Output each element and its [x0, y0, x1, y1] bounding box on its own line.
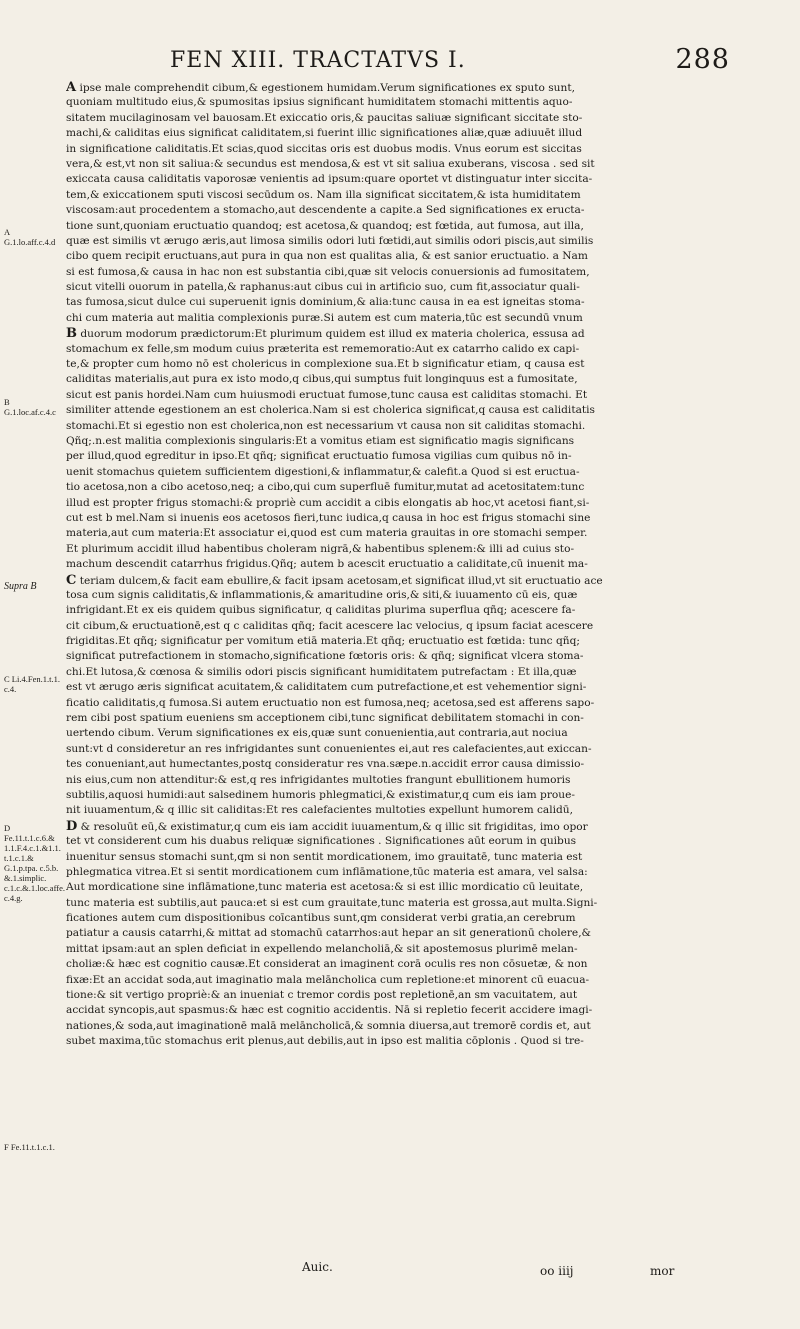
- line-text: nis eius,cum non attenditur:& est,q res infrigidantes multoties frangunt ebullitionem humoris: [66, 773, 571, 786]
- line-text: tosa cum signis caliditatis,& inflammationis,& amaritudine oris,& siti,& iuuamento cū eis, quæ: [66, 588, 578, 601]
- text-line: [66, 480, 722, 495]
- line-text: ficatio caliditatis,q fumosa.Si autem eructuatio non est fumosa,neq; acetosa,sed est afferens sapo-: [66, 696, 595, 709]
- line-text: infrigidant.Et ex eis quidem quibus significatur, q caliditas plurima superflua qñq; acescere fa-: [66, 604, 576, 617]
- text-line: [66, 372, 722, 387]
- text-line: [66, 449, 722, 464]
- text-line: [66, 95, 722, 110]
- line-text: tione sunt,quoniam eructuatio quandoq; est acetosa,& quandoq; est fœtida, aut fumosa, aut illa,: [66, 219, 584, 232]
- line-text: tas fumosa,sicut dulce cui superuenit ignis dominium,& alia:tunc causa in ea est igneitas stoma-: [66, 296, 585, 309]
- text-line: [66, 588, 722, 603]
- text-line: [66, 865, 722, 880]
- line-text: nationes,& soda,aut imaginationē malā melāncholicā,& somnia diuersa,aut tremorē cordis et, aut: [66, 1019, 591, 1032]
- section-marker: C: [66, 572, 77, 588]
- margin-note-c: C Li.4.Fen.1.t.1. c.4.: [4, 674, 60, 694]
- text-line: [66, 880, 722, 895]
- line-text: tem,& exiccationem sputi viscosi secūdum os. Nam illa significat siccitatem,& ista humiditatem: [66, 188, 581, 201]
- text-line: [66, 1019, 722, 1034]
- text-line: [66, 157, 722, 172]
- line-text: sicut vitelli ouorum in patella,& raphanus:aut cibus cui in artificio suo, cum fit,associatur quali-: [66, 281, 580, 294]
- line-text: mittat ipsam:aut an splen deficiat in expellendo melancholiā,& sit apostemosus plurimē melan-: [66, 942, 578, 955]
- text-line: [66, 265, 722, 280]
- line-text: ficationes autem cum dispositionibus coīcantibus sunt,qm considerat verbi gratia,an cerebrum: [66, 912, 576, 925]
- line-text: per illud,quod egreditur in ipso.Et qñq; significat eructuatio fumosa vigilias cum quibus nō in-: [66, 450, 572, 463]
- line-text: duorum modorum prædictorum:Et plurimum quidem est illud ex materia cholerica, essusa ad: [80, 328, 585, 341]
- line-text: sitatem mucilaginosam vel bauosam.Et exiccatio oris,& paucitas saliuæ significant siccitate sto-: [66, 111, 583, 124]
- line-text: uertendo cibum. Verum significationes ex eis,quæ sunt conuenientia,aut contraria,aut nociua: [66, 727, 568, 740]
- text-line: [66, 988, 722, 1003]
- line-text: Et plurimum accidit illud habentibus choleram nigrā,& habentibus splenem:& illi ad cuius sto-: [66, 542, 575, 555]
- line-text: inuenitur sensus stomachi sunt,qm si non sentit mordicationem, imo grauitatē, tunc materia est: [66, 850, 583, 863]
- line-text: frigiditas.Et qñq; significatur per vomitum etiā materia.Et qñq; eructuatio est fœtida: tunc qñq;: [66, 635, 580, 648]
- text-line: [66, 573, 722, 588]
- line-text: est vt ærugo æris significat acuitatem,& caliditatem cum putrefactione,et est vehementior signi-: [66, 681, 587, 694]
- margin-note-a: A G.1.lo.aff.c.4.d: [4, 227, 56, 247]
- section-marker: D: [66, 818, 78, 834]
- margin-note-d: D Fe.11.t.1.c.6.& 1.1.F.4.c.1.&1.1. t.1.c.1.& G.1.p.tpa. c.5.b. &.1.simplic. c.1.c.&.1.loc.affe. c.4.g.: [4, 823, 65, 903]
- line-text: stomachum ex felle,sm modum cuius præterita est rememoratio:Aut ex catarrho calido ex capi-: [66, 342, 580, 355]
- line-text: tes conueniant,aut humectantes,postq consideratur res vna.sæpe.n.accidit error causa dimissio-: [66, 758, 585, 771]
- text-line: [66, 1034, 722, 1049]
- line-text: cibo quem recipit eructuans,aut pura in qua non est qualitas alia, & est sanior eructuatio. a Nam: [66, 250, 588, 263]
- line-text: in significatione caliditatis.Et scias,quod siccitas oris est duobus modis. Vnus eorum est siccitas: [66, 142, 582, 155]
- line-text: nit iuuamentum,& q illic sit caliditas:Et res calefacientes multoties expellunt humorem calidū,: [66, 804, 573, 817]
- text-line: [66, 526, 722, 541]
- text-line: [66, 973, 722, 988]
- line-text: teriam dulcem,& facit eam ebullire,& facit ipsam acetosam,et significat illud,vt sit eructuatio ace: [79, 574, 603, 587]
- text-line: [66, 665, 722, 680]
- line-text: vera,& est,vt non sit saliua:& secundus est mendosa,& est vt sit saliua exuberans, viscosa . sed sit: [66, 157, 595, 170]
- section-marker: A: [66, 80, 77, 95]
- main-text-block: [66, 80, 722, 1050]
- text-line: [66, 788, 722, 803]
- line-text: uenit stomachus quietem sufficientem digestioni,& inflammatur,& calefit.a Quod si est eructua-: [66, 465, 580, 478]
- text-line: [66, 757, 722, 772]
- margin-note-supra: Supra B: [4, 581, 37, 592]
- text-line: [66, 926, 722, 941]
- line-text: choliæ:& hæc est cognitio causæ.Et considerat an imaginent corā oculis res non cōsuetæ, & non: [66, 958, 588, 971]
- text-line: [66, 342, 722, 357]
- section-marker: B: [66, 326, 77, 342]
- line-text: subtilis,aquosi humidi:aut salsedinem humoris phlegmatici,& existimatur,q cum eis iam proue-: [66, 788, 575, 801]
- text-line: [66, 850, 722, 865]
- line-text: sicut est panis hordei.Nam cum huiusmodi eructuat fumose,tunc causa est caliditas stomachi. Et: [66, 388, 588, 401]
- text-line: [66, 711, 722, 726]
- text-line: [66, 649, 722, 664]
- text-line: [66, 1003, 722, 1018]
- line-text: sunt:vt d consideretur an res infrigidantes sunt conuenientes ei,aut res calefacientes,aut exiccan-: [66, 742, 592, 755]
- text-line: [66, 803, 722, 818]
- line-text: quæ est similis vt ærugo æris,aut limosa similis odori luti fœtidi,aut similis odori piscis,aut similis: [66, 234, 594, 247]
- text-line: [66, 557, 722, 572]
- line-text: accidat syncopis,aut spasmus:& hæc est cognitio accidentis. Nā si repletio fecerit accidere imagi-: [66, 1004, 593, 1017]
- text-line: [66, 80, 722, 95]
- text-line: [66, 188, 722, 203]
- text-line: [66, 911, 722, 926]
- line-text: cut est b mel.Nam si inuenis eos acetosos fieri,tunc iudica,q causa in hoc est frigus stomachi sine: [66, 511, 591, 524]
- text-line: [66, 619, 722, 634]
- line-text: tet vt considerent cum his duabus reliquæ significationes . Significationes aūt eorum in quibus: [66, 835, 577, 848]
- text-line: [66, 680, 722, 695]
- line-text: phlegmatica vitrea.Et si sentit mordicationem cum inflāmatione,tūc materia est amara, vel salsa:: [66, 865, 588, 878]
- line-text: ipse male comprehendit cibum,& egestionem humidam.Verum significationes ex sputo sunt,: [79, 82, 575, 94]
- text-line: [66, 357, 722, 372]
- text-line: [66, 280, 722, 295]
- line-text: tione:& sit vertigo propriè:& an inueniat c tremor cordis post repletionē,an sm vacuitatem, aut: [66, 989, 578, 1002]
- text-line: [66, 542, 722, 557]
- line-text: significat putrefactionem in stomacho,significatione fœtoris oris: & qñq; significat vlcera stoma-: [66, 650, 584, 663]
- text-line: [66, 957, 722, 972]
- text-line: [66, 295, 722, 310]
- line-text: fixæ:Et an accidat soda,aut imaginatio mala melāncholica cum repletione:et minorent cū euacua-: [66, 973, 590, 986]
- text-line: [66, 819, 722, 834]
- line-text: & resoluūt eū,& existimatur,q cum eis iam accidit iuuamentum,& q illic sit frigiditas, imo opor: [80, 820, 588, 833]
- line-text: te,& propter cum homo nō est cholericus in complexione sua.Et b significatur etiam, q causa est: [66, 358, 585, 371]
- text-line: [66, 465, 722, 480]
- text-line: [66, 496, 722, 511]
- text-line: [66, 234, 722, 249]
- line-text: chi cum materia aut malitia complexionis puræ.Si autem est cum materia,tūc est secundū vnum: [66, 311, 583, 324]
- footer-catchword-left: Auic.: [302, 1260, 333, 1274]
- line-text: quoniam multitudo eius,& spumositas ipsius significant humiditatem stomachi mittentis aquo-: [66, 96, 573, 109]
- line-text: si est fumosa,& causa in hac non est substantia cibi,quæ sit velocis conuersionis ad fumositatem,: [66, 265, 590, 278]
- line-text: subet maxima,tūc stomachus erit plenus,aut debilis,aut in ipso est malitia cōplonis . Quod si tre-: [66, 1035, 584, 1048]
- line-text: materia,aut cum materia:Et associatur ei,quod est cum materia grauitas in ore stomachi semper.: [66, 527, 588, 540]
- line-text: tio acetosa,non a cibo acetoso,neq; a cibo,qui cum superfluē fumitur,mutat ad acetositatem:tunc: [66, 481, 585, 494]
- line-text: rem cibi post spatium eueniens sm acceptionem cibi,tunc significat debilitatem stomachi in con-: [66, 712, 584, 725]
- text-line: [66, 388, 722, 403]
- line-text: chi.Et lutosa,& cœnosa & similis odori piscis significant humiditatem putrefactam : Et illa,quæ: [66, 665, 577, 678]
- text-line: [66, 511, 722, 526]
- line-text: cit cibum,& eructuationē,est q c caliditas qñq; facit acescere lac velocius, q ipsum faciat acescere: [66, 619, 594, 632]
- margin-note-b: B G.1.loc.af.c.4.c: [4, 397, 56, 417]
- text-line: [66, 326, 722, 341]
- text-line: [66, 634, 722, 649]
- text-line: [66, 773, 722, 788]
- signature-mark: oo iiij: [540, 1264, 574, 1278]
- text-line: [66, 942, 722, 957]
- text-line: [66, 311, 722, 326]
- page-footer: [300, 1260, 700, 1280]
- margin-note-f: F Fe.11.t.1.c.1.: [4, 1142, 55, 1152]
- text-line: [66, 219, 722, 234]
- text-line: [66, 111, 722, 126]
- line-text: illud est propter frigus stomachi:& propriè cum accidit a cibis elongatis ab hoc,vt acetosi fiant,si-: [66, 496, 590, 509]
- line-text: machum descendit catarrhus frigidus.Qñq; autem b acescit eructuatio a caliditate,cū inuenit ma-: [66, 558, 588, 571]
- text-line: [66, 203, 722, 218]
- line-text: exiccata causa caliditatis vaporosæ venientis ad ipsum:quare oportet vt distinguatur inter siccita-: [66, 173, 593, 186]
- text-line: [66, 696, 722, 711]
- text-line: [66, 172, 722, 187]
- text-line: [66, 403, 722, 418]
- folio-number: 288: [675, 44, 730, 75]
- footer-catchword-right: mor: [650, 1264, 675, 1278]
- line-text: Qñq;.n.est malitia complexionis singularis:Et a vomitus etiam est significatio magis significans: [66, 434, 575, 447]
- text-line: [66, 419, 722, 434]
- text-line: [66, 896, 722, 911]
- text-line: [66, 834, 722, 849]
- line-text: patiatur a causis catarrhi,& mittat ad stomachū catarrhos:aut hepar an sit generationū cholere,&: [66, 927, 591, 940]
- text-line: [66, 742, 722, 757]
- text-line: [66, 249, 722, 264]
- text-line: [66, 603, 722, 618]
- text-line: [66, 142, 722, 157]
- line-text: tunc materia est subtilis,aut pauca:et si est cum grauitate,tunc materia est grossa,aut multa.Signi-: [66, 896, 598, 909]
- text-line: [66, 434, 722, 449]
- text-line: [66, 726, 722, 741]
- line-text: Aut mordicatione sine inflāmatione,tunc materia est acetosa:& si est illic mordicatio cū leuitate,: [66, 881, 584, 894]
- line-text: stomachi.Et si egestio non est cholerica,non est necessarium vt causa non sit caliditas stomachi.: [66, 419, 586, 432]
- running-title: FEN XIII. TRACTATVS I.: [170, 48, 466, 73]
- text-line: [66, 126, 722, 141]
- running-header: [170, 38, 730, 78]
- line-text: similiter attende egestionem an est cholerica.Nam si est cholerica significat,q causa est caliditatis: [66, 404, 595, 417]
- line-text: machi,& caliditas eius significat caliditatem,si fuerint illic significationes aliæ,quæ adiuuēt illud: [66, 127, 583, 140]
- line-text: caliditas materialis,aut pura ex isto modo,q cibus,qui sumptus fuit longinquus est a fumositate,: [66, 373, 578, 386]
- line-text: viscosam:aut procedentem a stomacho,aut descendente a capite.a Sed significationes ex eructa-: [66, 204, 585, 217]
